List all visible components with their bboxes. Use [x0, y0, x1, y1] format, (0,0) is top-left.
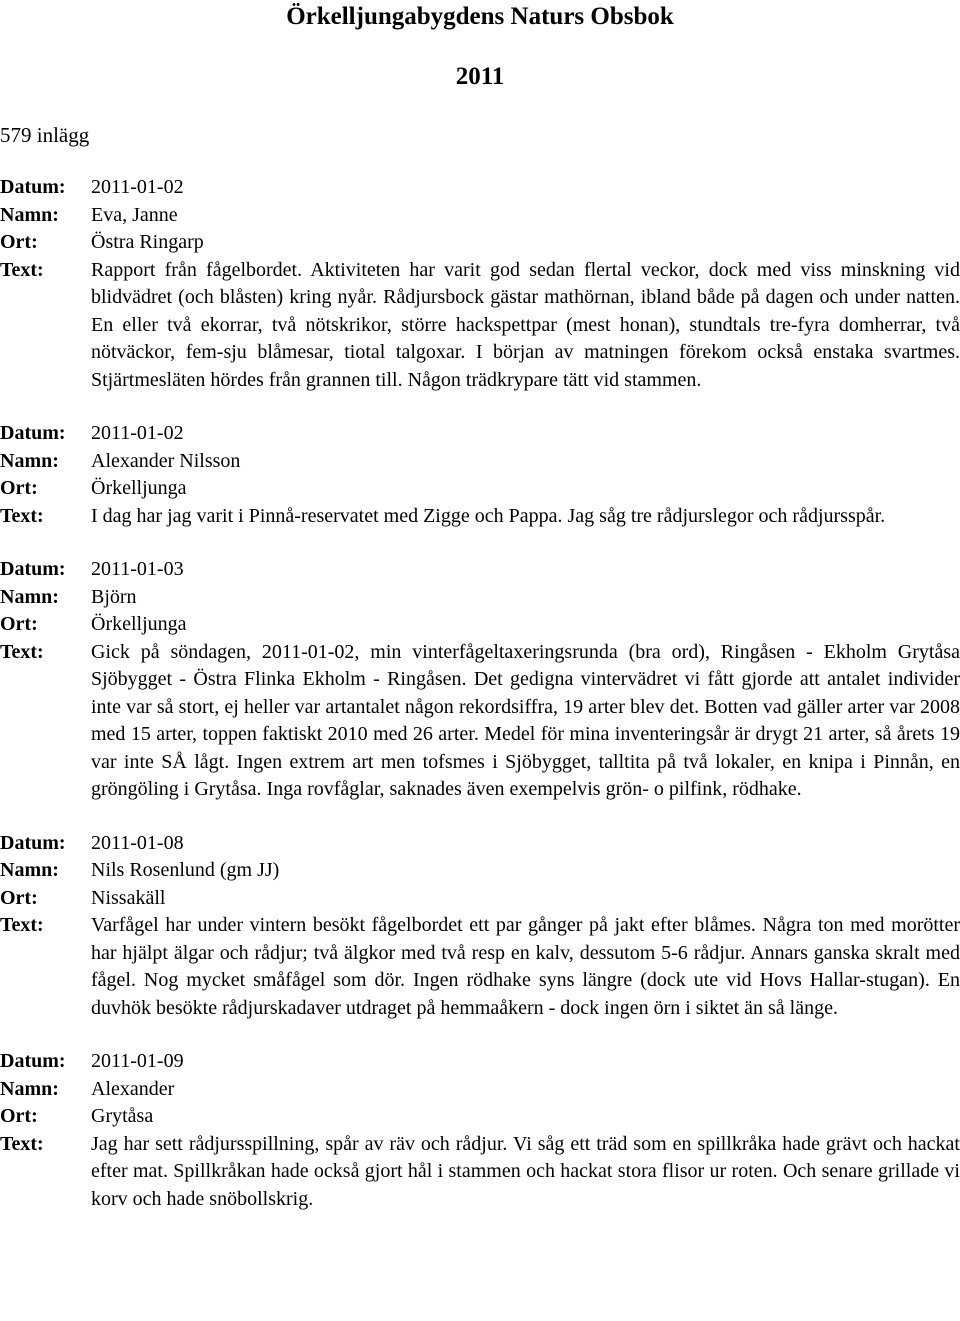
- entry-place-row: [0, 611, 960, 639]
- entry-text: Jag har sett rådjursspillning, spår av räv och rådjur. Vi såg ett träd som en spillkråka hade grävt och hackat efter mat. Spillkråkan hade också gjort hål i stammen och hackat stora flisor ur roten. Och senare grillade vi korv och hade snöbollskrig.: [91, 1132, 960, 1210]
- entry-text: Rapport från fågelbordet. Aktiviteten har varit god sedan flertal veckor, dock med viss minskning vid blidvädret (och blåsten) kring nyår. Rådjursbock gästar mathörnan, ibland både på dagen och under natten. En eller två ekorrar, två nötskrikor, större hackspettpar (mest honan), stundtals tre-fyra domherrar, två nötväckor, fem-sju blåmesar, tiotal talgoxar. I början av matningen förekom också enstaka svartmes. Stjärtmesläten hördes från grannen till. Någon trädkrypare tätt vid stammen.: [91, 258, 960, 391]
- place-label: Ort:: [0, 613, 38, 635]
- entry-date-row: [0, 1048, 960, 1076]
- place-label: Ort:: [0, 477, 38, 499]
- entry-name: Alexander: [91, 1077, 175, 1100]
- entry-name: Alexander Nilsson: [91, 449, 241, 472]
- entry-date: 2011-01-08: [91, 831, 184, 854]
- document-year: 2011: [455, 63, 505, 90]
- entry-date: 2011-01-09: [91, 1050, 184, 1072]
- text-label: Text:: [0, 504, 44, 527]
- entry: [0, 174, 960, 394]
- entry-name: Björn: [91, 585, 137, 608]
- entry-text-row: [0, 503, 960, 531]
- entry-place-row: [0, 229, 960, 257]
- entry-date: 2011-01-02: [91, 422, 184, 444]
- entry-name-row: [0, 202, 960, 230]
- place-label: Ort:: [0, 231, 38, 253]
- entry-date-row: [0, 174, 960, 202]
- entry: [0, 556, 960, 804]
- entry-date-row: [0, 830, 960, 858]
- entry-name-row: [0, 448, 960, 476]
- place-label: Ort:: [0, 1105, 38, 1127]
- entry-place-row: [0, 885, 960, 913]
- entry-text-row: [0, 912, 960, 1022]
- entry-list: [0, 174, 960, 1239]
- entry-count: 579 inlägg: [0, 123, 90, 147]
- entry: [0, 420, 960, 530]
- entry-name: Nils Rosenlund (gm JJ): [91, 859, 280, 881]
- entry-text: Gick på söndagen, 2011-01-02, min vinterfågeltaxeringsrunda (bra ord), Ringåsen - Ekholm Grytåsa Sjöbygget - Östra Flinka Ekholm - Ringåsen. Det gedigna vintervädret vi fått gjorde att antalet individer inte var så stort, ej heller var artantalet någon rekordsiffra, 19 arter blev det. Botten vad gäller arter var 2008 med 15 arter, toppen faktiskt 2010 med 26 arter. Medel för mina inventeringsår är drygt 21 arter, så årets 19 var inte SÅ lågt. Ingen extrem art men tofsmes i Sjöbygget, talltita på två lokaler, en knipa i Pinnån, en gröngöling i Grytåsa. Inga rovfåglar, saknades även exempelvis grön- o pilfink, rödhake.: [91, 640, 960, 800]
- date-label: Datum:: [0, 831, 66, 854]
- entry-text-row: [0, 257, 960, 395]
- entry-place: Nissakäll: [91, 886, 166, 909]
- entry-place-row: [0, 1103, 960, 1131]
- entry-place: Örkelljunga: [91, 613, 187, 635]
- date-label: Datum:: [0, 176, 66, 198]
- entry-date: 2011-01-02: [91, 176, 184, 198]
- entry-text-row: [0, 639, 960, 804]
- text-label: Text:: [0, 1132, 44, 1155]
- name-label: Namn:: [0, 859, 59, 881]
- name-label: Namn:: [0, 203, 59, 226]
- entry: [0, 830, 960, 1023]
- entry-name: Eva, Janne: [91, 203, 178, 226]
- entry-text: Varfågel har under vintern besökt fågelbordet ett par gånger på jakt efter blåmes. Några ton med morötter har hjälpt älgar och rådjur; två älgkor med två resp en kalv, dessutom 5-6 rådjur. Annars ganska skralt med fågel. Nog mycket småfågel som dör. Ingen rödhake syns längre (dock ute vid Hovs Hallar-stugan). En duvhök besökte rådjurskadaver utdraget på hemmaåkern - dock ingen örn i siktet än så länge.: [91, 914, 960, 1019]
- entry-date: 2011-01-03: [91, 558, 184, 580]
- date-label: Datum:: [0, 558, 66, 580]
- date-label: Datum:: [0, 422, 66, 444]
- entry: [0, 1048, 960, 1213]
- entry-place-row: [0, 475, 960, 503]
- entry-text-row: [0, 1131, 960, 1214]
- entry-name-row: [0, 1076, 960, 1104]
- entry-name-row: [0, 584, 960, 612]
- name-label: Namn:: [0, 1077, 59, 1100]
- name-label: Namn:: [0, 585, 59, 608]
- name-label: Namn:: [0, 449, 59, 472]
- document-title: Örkelljungabygdens Naturs Obsbok: [286, 3, 674, 30]
- date-label: Datum:: [0, 1050, 66, 1072]
- entry-place: Grytåsa: [91, 1105, 154, 1127]
- text-label: Text:: [0, 258, 44, 281]
- entry-text: I dag har jag varit i Pinnå-reservatet med Zigge och Pappa. Jag såg tre rådjurslegor och rådjursspår.: [91, 504, 886, 527]
- entry-date-row: [0, 420, 960, 448]
- entry-place: Örkelljunga: [91, 477, 187, 499]
- text-label: Text:: [0, 640, 44, 663]
- entry-date-row: [0, 556, 960, 584]
- entry-name-row: [0, 857, 960, 885]
- place-label: Ort:: [0, 886, 38, 909]
- entry-place: Östra Ringarp: [91, 231, 204, 253]
- text-label: Text:: [0, 914, 44, 936]
